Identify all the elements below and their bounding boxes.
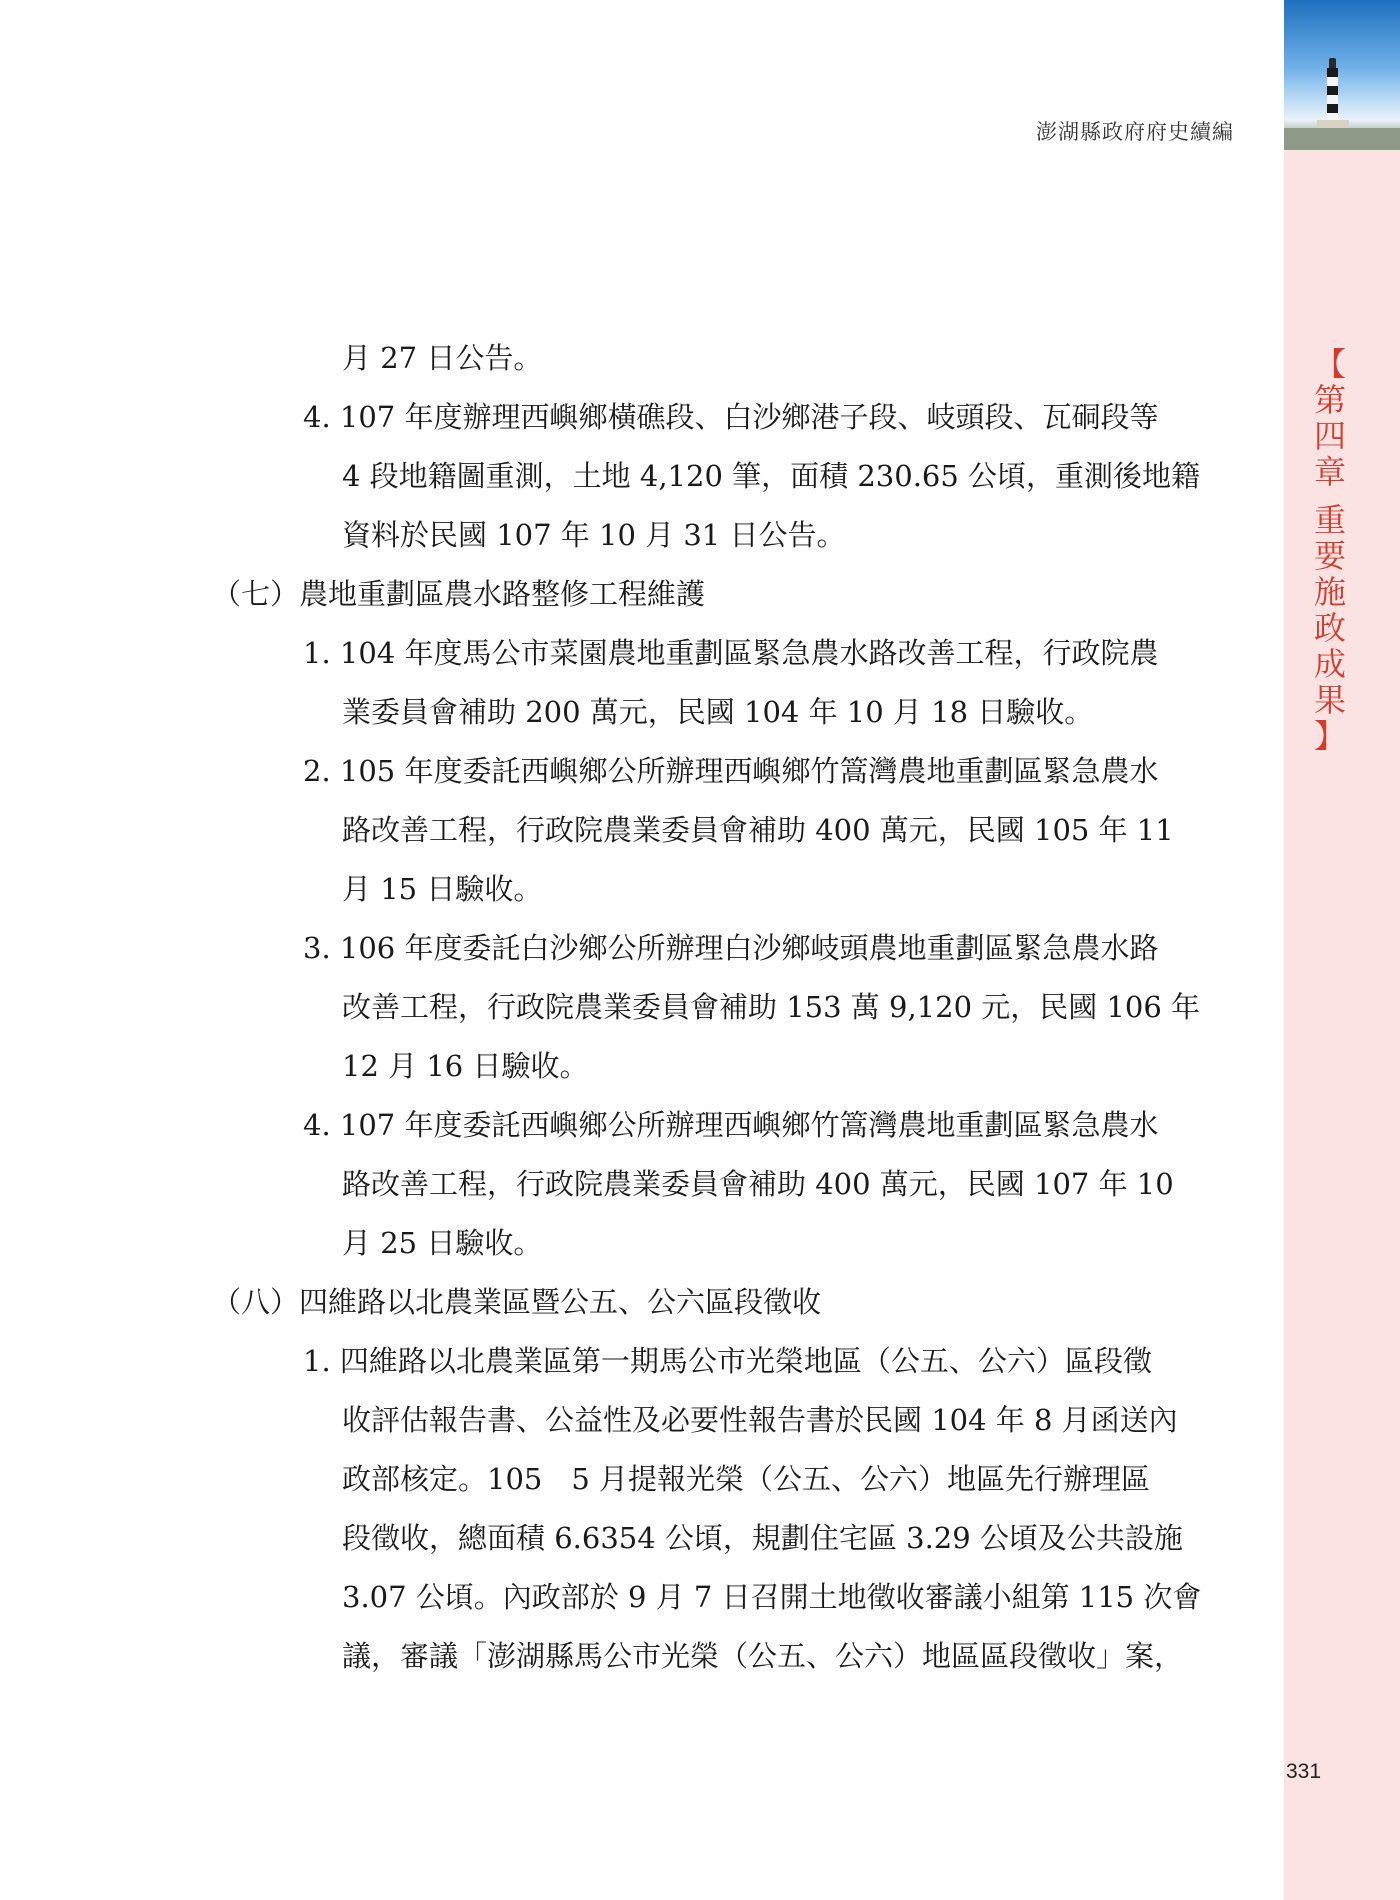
text-line: 4 段地籍圖重測，土地 4,120 筆，面積 230.65 公頃，重測後地籍 bbox=[342, 459, 1201, 493]
text-line: 政部核定。105 5 月提報光榮（公五、公六）地區先行辦理區 bbox=[342, 1462, 1151, 1496]
text-line: 月 25 日驗收。 bbox=[342, 1226, 543, 1260]
chapter-char: 四 bbox=[1313, 417, 1346, 455]
text-line: 路改善工程，行政院農業委員會補助 400 萬元，民國 105 年 11 bbox=[342, 813, 1174, 847]
chapter-label bbox=[1310, 346, 1350, 754]
text-line: 月 15 日驗收。 bbox=[342, 872, 543, 906]
list-item: 1. 四維路以北農業區第一期馬公市光榮地區（公五、公六）區段徵 bbox=[303, 1344, 1152, 1378]
text-line: 3.07 公頃。內政部於 9 月 7 日召開土地徵收審議小組第 115 次會 bbox=[342, 1580, 1202, 1614]
list-item: 2. 105 年度委託西嶼鄉公所辦理西嶼鄉竹篙灣農地重劃區緊急農水 bbox=[303, 754, 1159, 788]
text-line: 改善工程，行政院農業委員會補助 153 萬 9,120 元，民國 106 年 bbox=[342, 990, 1201, 1024]
list-item: 4. 107 年度委託西嶼鄉公所辦理西嶼鄉竹篙灣農地重劃區緊急農水 bbox=[303, 1108, 1159, 1142]
chapter-char: 成 bbox=[1313, 645, 1346, 683]
page-number: 331 bbox=[1286, 1760, 1322, 1783]
text-line: 業委員會補助 200 萬元，民國 104 年 10 月 18 日驗收。 bbox=[342, 695, 1094, 729]
list-item: 1. 104 年度馬公市菜園農地重劃區緊急農水路改善工程，行政院農 bbox=[303, 636, 1159, 670]
text-line: 段徵收，總面積 6.6354 公頃，規劃住宅區 3.29 公頃及公共設施 bbox=[342, 1521, 1183, 1555]
text-line: 收評估報告書、公益性及必要性報告書於民國 104 年 8 月函送內 bbox=[342, 1403, 1178, 1437]
lighthouse-icon bbox=[1327, 68, 1338, 120]
chapter-char: 要 bbox=[1313, 537, 1346, 575]
chapter-char: 政 bbox=[1313, 609, 1346, 647]
chapter-char: 重 bbox=[1313, 501, 1346, 539]
chapter-char: 【 bbox=[1313, 345, 1346, 383]
text-line: 路改善工程，行政院農業委員會補助 400 萬元，民國 107 年 10 bbox=[342, 1167, 1174, 1201]
chapter-sidebar bbox=[1284, 0, 1400, 1900]
text-line: 月 27 日公告。 bbox=[342, 341, 543, 375]
lighthouse-photo bbox=[1284, 0, 1400, 150]
chapter-char: 施 bbox=[1313, 573, 1346, 611]
shoreline bbox=[1284, 128, 1400, 150]
list-item: 3. 106 年度委託白沙鄉公所辦理白沙鄉岐頭農地重劃區緊急農水路 bbox=[303, 931, 1159, 965]
section-heading: （七）農地重劃區農水路整修工程維護 bbox=[212, 577, 706, 611]
chapter-char: 章 bbox=[1313, 453, 1346, 491]
text-line: 資料於民國 107 年 10 月 31 日公告。 bbox=[342, 518, 846, 552]
text-line: 議，審議「澎湖縣馬公市光榮（公五、公六）地區區段徵收」案， bbox=[342, 1639, 1184, 1673]
running-header: 澎湖縣政府府史續編 bbox=[1036, 120, 1234, 144]
chapter-char: 第 bbox=[1313, 381, 1346, 419]
text-line: 12 月 16 日驗收。 bbox=[342, 1049, 589, 1083]
section-heading: （八）四維路以北農業區暨公五、公六區段徵收 bbox=[212, 1285, 822, 1319]
chapter-char: 】 bbox=[1313, 717, 1346, 755]
chapter-char: 果 bbox=[1313, 681, 1346, 719]
list-item: 4. 107 年度辦理西嶼鄉橫礁段、白沙鄉港子段、岐頭段、瓦硐段等 bbox=[303, 400, 1159, 434]
